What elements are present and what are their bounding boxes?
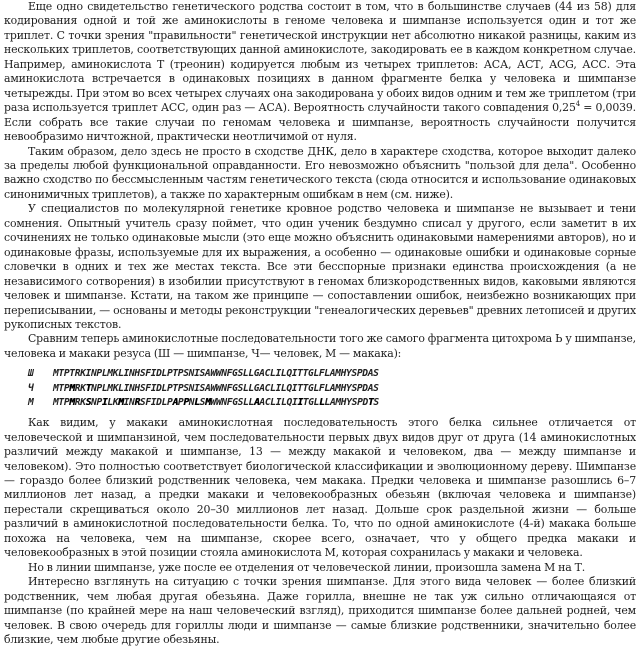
sequence-segment: P <box>177 396 184 408</box>
sequence-segment: MTPTRKINPLMKLINHSFIDLPTPSNISAWWNFGSLLGACLILQITTGLFLAMHYSPDAS <box>53 368 379 380</box>
highlighted-residue: I <box>101 396 108 408</box>
exponent: 4 <box>575 100 581 109</box>
sequence-segment: IN <box>123 396 135 408</box>
paragraph-dna-similarity: Таким образом, дело здесь не просто в сходстве ДНК, дело в характере сходства, которое выходит далеко за пределы любой функциональной оправданности. Его невозможно объяснить "пользой для дела". Особенно важно сходство по бессмысленным частям генетического текста (сюда относится и использование одинаковых синонимичных триплетов), а также по характерным ошибкам в нем (см. ниже). <box>4 144 636 201</box>
sequence-text <box>53 382 379 396</box>
sequence-alignment <box>4 367 636 410</box>
paragraph-chimp-substitution: Но в линии шимпанзе, уже после ее отделения от человеческой линии, произошла замена М на Т. <box>28 560 586 574</box>
sequence-segment: TGL <box>302 396 320 408</box>
sequence-label: Ч <box>28 382 34 394</box>
paragraph-macaque-differences: Как видим, у макаки аминокислотная последовательность этого белка сильнее отличается от человеческой и шимпанзиной, чем последовательности первых двух видов друг от друга (14 аминокислотных различий между макакой и шимпанзе, 13 — между макакой и человеком, два — между шимпанзе и человеком). Это полностью соответствует биологической классификации и эволюционному дереву. Шимпанзе — гораздо более близкий родственник человека, чем макака. Предки человека и шимпанзе разошлись 6–7 миллионов лет назад, а предки макаки и человекообразных обезьян (включая человека и шимпанзе) перестали скрещиваться около 20–30 миллионов лет назад. Дольше срок раздельной жизни — больше различий в аминокислотной последовательности белка. То, что по одной аминокислоте (4-й) макака больше похожа на человека, чем на шимпанзе, скорее всего, означает, что у общего предка макаки и человекообразных в этой позиции стояла аминокислота М, которая сохранилась у макаки и человека. <box>4 416 636 560</box>
sequence-segment: N <box>188 396 195 408</box>
highlighted-residue: A <box>172 396 178 408</box>
highlighted-residue: S <box>85 396 92 408</box>
sequence-label: Ш <box>28 368 34 380</box>
highlighted-residue: M <box>205 396 211 408</box>
highlighted-residue: I <box>297 396 303 408</box>
paragraph-text: Еще одно свидетельство генетического родства состоит в том, что в большинстве случаев (44 из 58) для кодирования одной и той же аминокислоты в геноме человека и шимпанзе используется один и тот же триплет. С точки зрения "правильности" генетической инструкции нет абсолютно никакой разницы, каким из нескольких триплетов, соответствующих данной аминокислоте, закодировать ее в каждом конкретном случае. Например, аминокислота Т (треонин) кодируется любым из четырех триплетов: АСА, АСТ, ACG, АСС. Эта аминокислота встречается в одинаковых позициях в данном фрагменте белка у человека и шимпанзе четырежды. При этом во всех четырех случаях она закодирована у обоих видов одним и тем же триплетом (три раза используется триплет АСС, один раз — АСА). Вероятность случайности такого совпадения 0,25 <box>4 0 636 115</box>
sequence-segment: S <box>373 396 379 408</box>
paragraph-text: = 0,0039. Если собрать все такие случаи по геномам человека и шимпанзе, вероятность случайности получится невообразимо ничтожной, практически неотличимой от нуля. <box>4 101 636 144</box>
sequence-text <box>53 367 379 381</box>
sequence-row-chimp <box>28 367 636 381</box>
highlighted-residue: M <box>118 396 124 408</box>
highlighted-residue: M <box>69 396 75 408</box>
sequence-segment: NP <box>91 396 102 408</box>
sequence-segment: NPLMKLINHSFIDLPTPSNISAWWNFGSLLGACLILQITTGLFLAMHYSPDAS <box>91 382 379 394</box>
sequence-label: М <box>28 396 34 408</box>
sequence-segment: MTP <box>53 396 70 408</box>
paragraph-triplets <box>4 0 636 145</box>
paragraph-chimp-perspective: Интересно взглянуть на ситуацию с точки зрения шимпанзе. Для этого вида человек — более близкий родственник, чем любая другая обезьяна. Даже горилла, внешне не так уж сильно отличающаяся от шимпанзе (по крайней мере на наш человеческий взгляд), приходится шимпанзе более дальней родней, чем человек. В свою очередь для гориллы люди и шимпанзе — самые близкие родственники, значительно более близкие, чем любые другие обезьяны. <box>4 575 636 647</box>
sequence-segment: RK <box>74 382 86 394</box>
sequence-segment: S <box>199 396 206 408</box>
highlighted-residue: T <box>85 382 92 394</box>
highlighted-residue: R <box>134 396 140 408</box>
sequence-segment: RK <box>74 396 86 408</box>
sequence-segment: MTP <box>53 382 70 394</box>
sequence-text <box>53 396 379 410</box>
sequence-segment: ACLILQI <box>259 396 298 408</box>
highlighted-residue: P <box>183 396 189 408</box>
sequence-segment: SFIDLP <box>139 396 173 408</box>
sequence-segment: LAMHYSPD <box>324 396 368 408</box>
highlighted-residue: M <box>69 382 75 394</box>
highlighted-residue: L <box>319 396 325 408</box>
highlighted-residue: A <box>253 396 260 408</box>
sequence-segment: WWNFGSLL <box>210 396 254 408</box>
sequence-row-human <box>28 382 636 396</box>
paragraph-compare-intro: Сравним теперь аминокислотные последовательности того же самого фрагмента цитохрома Ь у шимпанзе, человека и макаки резуса (Ш — шимпанзе, Ч— человек, М — макака): <box>4 332 636 360</box>
highlighted-residue: T <box>367 396 374 408</box>
paragraph-kinship: У специалистов по молекулярной генетике кровное родство человека и шимпанзе не вызывает и тени сомнения. Опытный учитель сразу поймет, что один ученик бездумно списал у другого, если заметит в их сочинениях не только одинаковые мысли (это еще можно объяснить одинаковыми намерениями авторов), но и одинаковые фразы, используемые для их выражения, а особенно — одинаковые ошибки и одинаковые сорные словечки в одних и тех же местах текста. Все эти бесспорные признаки единства происхождения (а не независимого сотворения) в изобилии присутствуют в геномах близкородственных видов, каковыми являются человек и шимпанзе. Кстати, на таком же принципе — сопоставлении ошибок, неизбежно возникающих при переписывании, — основаны и методы реконструкции "генеалогических деревьев" древних летописей и других рукописных текстов. <box>4 202 636 331</box>
sequence-row-macaque <box>28 396 636 410</box>
highlighted-residue: L <box>194 396 200 408</box>
sequence-segment: LK <box>107 396 119 408</box>
